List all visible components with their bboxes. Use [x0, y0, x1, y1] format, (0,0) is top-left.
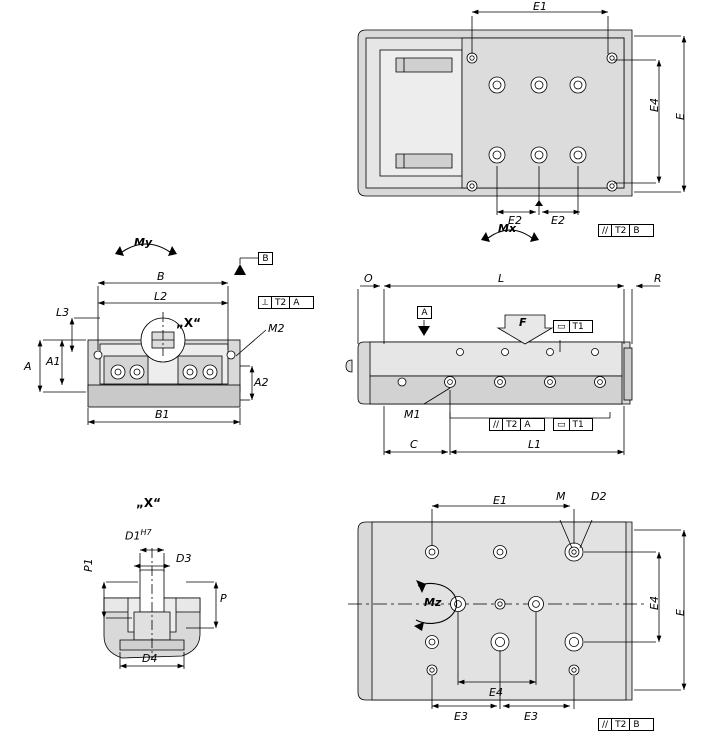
- label-D2: D2: [591, 490, 607, 503]
- label-E1-bottom: E1: [493, 494, 507, 507]
- label-E4-bottom-right: E4: [648, 596, 661, 610]
- label-E3-left: E3: [454, 710, 468, 723]
- label-M1: M1: [404, 408, 421, 421]
- label-E-bottom: E: [674, 609, 687, 616]
- datum-frame-A-center: A: [417, 306, 432, 319]
- label-R: R: [654, 272, 662, 285]
- label-C: C: [410, 438, 418, 451]
- datum-frame-B-left: B: [258, 252, 273, 265]
- fcf-par-T2-B-top: // T2 B: [598, 224, 654, 237]
- label-D4: D4: [142, 652, 158, 665]
- label-L2: L2: [154, 290, 168, 303]
- label-X-upper: „X“: [176, 316, 202, 330]
- label-E2-right: E2: [551, 214, 565, 227]
- view-section-left: [40, 244, 266, 425]
- label-My: My: [134, 236, 153, 249]
- label-P: P: [220, 592, 227, 605]
- label-B: B: [157, 270, 165, 283]
- label-E4-bottom: E4: [489, 686, 503, 699]
- label-D1: $D1^{H7}$: [125, 528, 152, 543]
- label-P1: P1: [82, 558, 95, 572]
- fcf-flat-T1-right: ▭ T1: [553, 320, 593, 333]
- fcf-flat-T1-bottom: ▭ T1: [553, 418, 593, 431]
- label-E4-top: E4: [648, 98, 661, 112]
- label-E3-right: E3: [524, 710, 538, 723]
- label-E1-top: E1: [533, 0, 547, 13]
- label-L3: L3: [56, 306, 70, 319]
- label-X-lower: „X“: [136, 496, 162, 510]
- view-plan-lower: [348, 506, 684, 709]
- label-Mz: Mz: [424, 596, 442, 609]
- label-M2: M2: [268, 322, 285, 335]
- label-L: L: [498, 272, 505, 285]
- view-detail-x: [104, 548, 216, 669]
- label-A2: A2: [254, 376, 269, 389]
- label-L1: L1: [528, 438, 542, 451]
- label-F: F: [519, 316, 527, 329]
- label-E2-left: E2: [508, 214, 522, 227]
- fcf-par-T2-A-mid: // T2 A: [489, 418, 545, 431]
- fcf-par-T2-B-bottom: // T2 B: [598, 718, 654, 731]
- view-plan-upper: [358, 12, 684, 242]
- label-A1: A1: [46, 355, 61, 368]
- fcf-perp-T2-A: ⟂ T2 A: [258, 296, 314, 309]
- label-D3: D3: [176, 552, 192, 565]
- label-E-top: E: [674, 113, 687, 120]
- label-Mx: Mx: [498, 222, 517, 235]
- label-O: O: [364, 272, 373, 285]
- label-M-bottom: M: [556, 490, 566, 503]
- label-B1: B1: [155, 408, 170, 421]
- label-A: A: [24, 360, 32, 373]
